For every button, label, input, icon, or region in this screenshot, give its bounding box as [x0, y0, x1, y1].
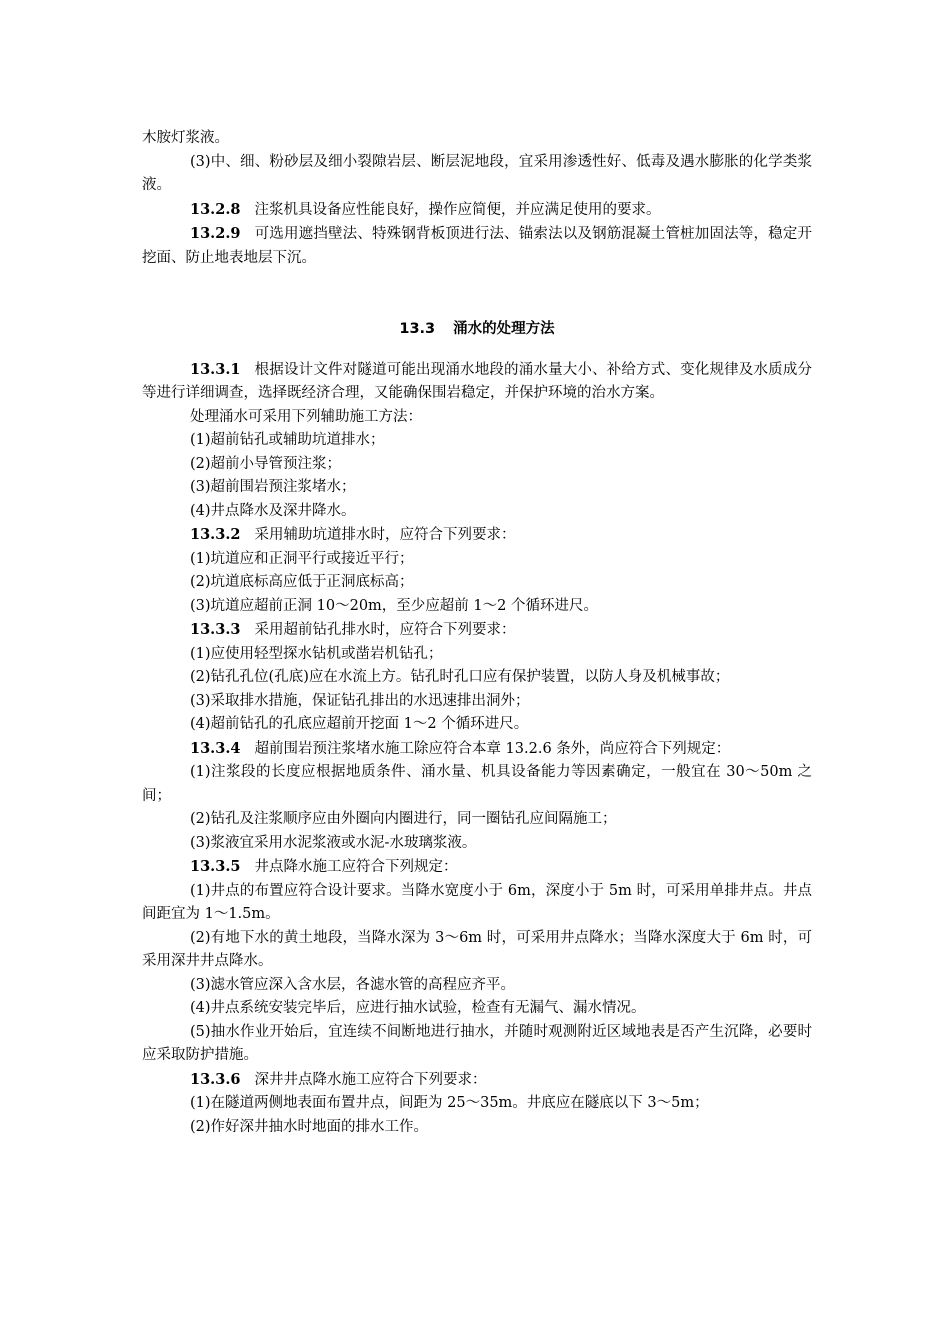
list-item: (2)有地下水的黄土地段，当降水深为 3～6m 时，可采用井点降水；当降水深度大于 6m 时，可采用深井井点降水。 [142, 929, 812, 969]
clause-13-2-8 [142, 198, 812, 223]
clause-text: 根据设计文件对隧道可能出现涌水地段的涌水量大小、补给方式、变化规律及水质成分等进行详细调查，选择既经济合理，又能确保围岩稳定，并保护环境的治水方案。 [142, 361, 812, 401]
clause-number: 13.3.3 [190, 621, 241, 638]
clause-number: 13.3.2 [190, 526, 241, 543]
list-item: (2)超前小导管预注浆； [190, 455, 342, 472]
clause-number: 13.3.5 [190, 858, 241, 875]
methods-intro: 处理涌水可采用下列辅助施工方法： [190, 408, 422, 425]
list-item: (1)应使用轻型探水钻机或凿岩机钻孔； [190, 645, 443, 662]
list-item: (1)在隧道两侧地表面布置井点，间距为 25～35m。井底应在隧底以下 3～5m； [190, 1095, 709, 1111]
list-item: (2)钻孔孔位(孔底)应在水流上方。钻孔时孔口应有保护装置，以防人身及机械事故； [190, 669, 730, 685]
clause-13-3-5 [142, 855, 812, 880]
clause-13-3-3 [142, 618, 812, 643]
list-item: (1)注浆段的长度应根据地质条件、涌水量、机具设备能力等因素确定，一般宜在 30～50m 之间； [142, 764, 812, 804]
paragraph-item-3: (3)中、细、粉砂层及细小裂隙岩层、断层泥地段，宜采用渗透性好、低毒及遇水膨胀的化学类浆液。 [142, 153, 812, 193]
section-heading [142, 318, 812, 342]
clause-text: 井点降水施工应符合下列规定： [254, 859, 458, 875]
list-item: (3)采取排水措施，保证钻孔排出的水迅速排出洞外； [190, 692, 530, 709]
list-item: (5)抽水作业开始后，宜连续不间断地进行抽水，并随时观测附近区域地表是否产生沉降，必要时应采取防护措施。 [142, 1023, 812, 1063]
clause-number: 13.3.4 [190, 739, 241, 757]
list-item: (3)滤水管应深入含水层，各滤水管的高程应齐平。 [190, 976, 516, 993]
clause-text: 采用超前钻孔排水时，应符合下列要求： [254, 622, 516, 638]
clause-number: 13.2.8 [190, 200, 241, 218]
clause-number: 13.2.9 [190, 225, 241, 242]
clause-13-3-4 [142, 737, 812, 762]
list-item: (3)超前围岩预注浆堵水； [190, 479, 356, 495]
paragraph-continuation: 木胺灯浆液。 [142, 130, 229, 146]
section-title: 涌水的处理方法 [453, 321, 555, 337]
list-item: (3)坑道应超前正洞 10～20m，至少应超前 1～2 个循环进尺。 [190, 597, 598, 614]
list-item: (2)作好深井抽水时地面的排水工作。 [190, 1118, 429, 1135]
clause-number: 13.3.1 [190, 360, 241, 378]
list-item: (1)坑道应和正洞平行或接近平行； [190, 550, 414, 567]
section-number: 13.3 [399, 321, 436, 337]
list-item: (4)井点系统安装完毕后，应进行抽水试验，检查有无漏气、漏水情况。 [190, 1000, 646, 1016]
document-page [142, 127, 812, 1139]
clause-text: 深井井点降水施工应符合下列要求： [254, 1071, 487, 1088]
clause-13-3-1 [142, 358, 812, 406]
clause-text: 超前围岩预注浆堵水施工除应符合本章 13.2.6 条外，尚应符合下列规定： [254, 740, 731, 757]
list-item: (1)超前钻孔或辅助坑道排水； [190, 432, 385, 448]
clause-number: 13.3.6 [190, 1070, 241, 1088]
list-item: (4)超前钻孔的孔底应超前开挖面 1～2 个循环进尺。 [190, 716, 529, 732]
clause-13-3-2 [142, 523, 812, 548]
list-item: (1)井点的布置应符合设计要求。当降水宽度小于 6m，深度小于 5m 时，可采用单排井点。井点间距宜为 1～1.5m。 [142, 882, 812, 922]
clause-text: 可选用遮挡壁法、特殊钢背板顶进行法、锚索法以及钢筋混凝土管桩加固法等，稳定开挖面、防止地表地层下沉。 [142, 226, 812, 266]
clause-13-2-9 [142, 222, 812, 270]
clause-13-3-6 [142, 1068, 812, 1093]
list-item: (4)井点降水及深井降水。 [190, 502, 356, 519]
list-item: (3)浆液宜采用水泥浆液或水泥-水玻璃浆液。 [190, 834, 477, 851]
list-item: (2)坑道底标高应低于正洞底标高； [190, 574, 414, 590]
list-item: (2)钻孔及注浆顺序应由外圈向内圈进行，同一圈钻孔应间隔施工； [190, 811, 617, 827]
clause-text: 注浆机具设备应性能良好，操作应简便，并应满足使用的要求。 [254, 201, 661, 218]
clause-text: 采用辅助坑道排水时，应符合下列要求： [254, 527, 516, 543]
